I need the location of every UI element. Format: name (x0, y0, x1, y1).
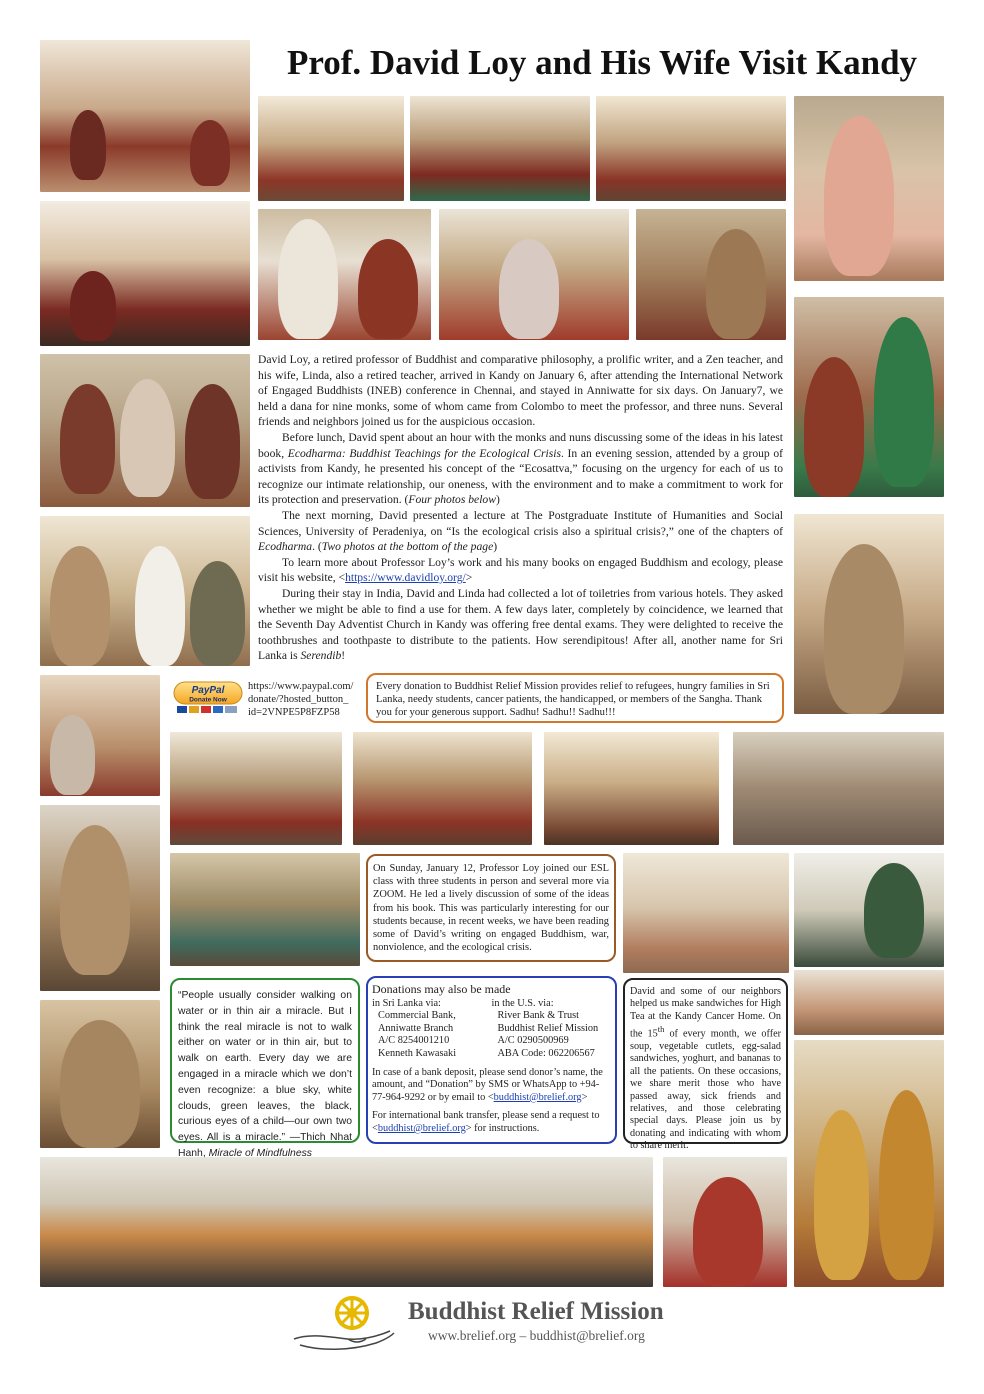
esl-class-box: On Sunday, January 12, Professor Loy joined our ESL class with three students in person and several more via ZOOM. He led a lively discussion of some of the ideas from his book. This was particularly interesting for our students because, in recent weeks, we have been reading some of David’s writing on engaged Buddhism, war, nonviolence, and the ecological crisis. (366, 854, 616, 962)
photo-dining-3 (596, 96, 786, 201)
international-instructions: For international bank transfer, please send a request to <buddhist@brelief.org> for instructions. (372, 1110, 600, 1134)
photo-offering-left (40, 675, 160, 796)
photo-david-offering (439, 209, 629, 340)
email-link[interactable]: buddhist@brelief.org (493, 1091, 582, 1103)
photo-peradeniya-group (40, 1157, 653, 1287)
sri-lanka-bank-details: in Sri Lanka via: Commercial Bank, Anniwatte Branch A/C 8254001210 Kenneth Kawasaki (372, 997, 457, 1059)
quote-box (170, 978, 360, 1159)
svg-text:PayPal: PayPal (191, 685, 225, 696)
photo-dana-hall (40, 40, 250, 192)
photo-sandwich-table (794, 970, 944, 1035)
quote-source: Miracle of Mindfulness (208, 1147, 312, 1159)
quote-text: “People usually consider walking on water or in thin air a miracle. But I think the real miracle is not to walk either on water or in thin air, but to walk on earth. Every day we are engaged in a miracle which we don’t even recognize: a blue sky, white clouds, green leaves, the black, curious eyes of a child—our own two eyes. All is a miracle.” —Thich Nhat Hanh, (178, 990, 352, 1159)
photo-discussion-2 (353, 732, 532, 845)
cancer-home-box: David and some of our neighbors helped us make sandwiches for High Tea at the Kandy Cancer Home. On the 15th of every month, we offer soup, vegetable cutlets, egg-salad sandwiches, yoghurt, and bananas to all the patients. On these occasions, we share merit those who have passed away, sick friends and relatives, and those celebrating special days. Please join us by donating and indicating with whom to share merit. (623, 978, 788, 1144)
photo-sandwiches (623, 853, 789, 973)
org-name: Buddhist Relief Mission (408, 1298, 664, 1325)
photo-discussion-1 (170, 732, 342, 845)
photo-linda-serving (636, 209, 786, 340)
photo-activists-group (733, 732, 944, 845)
paypal-url[interactable]: https://www.paypal.com/ donate/?hosted_button_ id=2VNPE5P8FZP58 (248, 681, 354, 718)
photo-serving-monk (794, 297, 944, 497)
photo-loy-namaste (40, 1000, 160, 1148)
deposit-instructions: In case of a bank deposit, please send donor’s name, the amount, and “Donation” by SMS or WhatsApp to +94-77-964-9292 or by email to <buddhist@brelief.org> (372, 1066, 603, 1103)
email-link[interactable]: buddhist@brelief.org (377, 1122, 466, 1134)
photo-esl-class (170, 853, 360, 966)
paypal-donate-button[interactable] (173, 681, 243, 715)
photo-loy-crafting (40, 805, 160, 991)
photo-nun-portrait (794, 96, 944, 281)
donations-box (366, 976, 617, 1144)
photo-three-nuns (40, 354, 250, 507)
photo-couple-shrine (794, 1040, 944, 1287)
book-title: Ecodharma (258, 540, 313, 554)
org-contact: www.brelief.org – buddhist@brelief.org (428, 1328, 645, 1343)
photo-loy-lecture (663, 1157, 787, 1287)
svg-text:Donate Now: Donate Now (189, 696, 227, 704)
main-article (258, 352, 783, 664)
paypal-logo-icon (173, 681, 243, 715)
dharma-wheel-logo-icon (290, 1293, 402, 1357)
photo-loy-couple (40, 516, 250, 666)
davidloy-website-link[interactable]: https://www.davidloy.org/ (345, 571, 466, 585)
donations-heading: Donations may also be made (372, 982, 511, 996)
article-paragraph: The next morning, David presented a lecture at The Postgraduate Institute of Humanities and Social Sciences, University of Peradeniya, on “Is the ecological crisis also a spiritual crisis?,” one of the chapters of Ecodharma. (Two photos at the bottom of the page) (258, 508, 783, 554)
photo-linda-offering (258, 209, 431, 340)
article-paragraph: During their stay in India, David and Linda had collected a lot of toiletries from various hotels. They asked whether we might be able to find a use for them. A few days later, completely by coincidence, we learned that the Seventh Day Adventist Church in Kandy was offering free dental exams. They were delighted to receive the toothbrushes and toothpaste to distribute to the patients. How serendipitous! After all, another name for Sri Lanka is Serendib! (258, 586, 783, 663)
photo-monks-dining (40, 201, 250, 346)
photo-dining-1 (258, 96, 404, 201)
article-paragraph: David Loy, a retired professor of Buddhist and comparative philosophy, a prolific writer, and a Zen teacher, and his wife, Linda, also a retired teacher, arrived in Kandy on January 6, after attending the International Network of Engaged Buddhists (INEB) conference in Chennai, and stayed in Anniwatte for six days. On January7, we held a dana for nine monks, some of whom came from Colombo to meet the professor, and three nuns. Several friends and neighbors joined us for the auspicious occasion. (258, 353, 783, 429)
photo-dining-2 (410, 96, 590, 201)
us-bank-details: in the U.S. via: River Bank & Trust Buddhist Relief Mission A/C 0290500969 ABA Code: 062206567 (491, 997, 599, 1059)
donation-note-box: Every donation to Buddhist Relief Mission provides relief to refugees, hungry families in Sri Lanka, needy students, cancer patients, the handicapped, or members of the Sangha. Thank you for your generous support. Sadhu! Sadhu!! Sadhu!!! (366, 673, 784, 723)
page-title: Prof. David Loy and His Wife Visit Kandy (286, 43, 918, 82)
article-paragraph: To learn more about Professor Loy’s work and his many books on engaged Buddhism and ecology, please visit his website, <https://www.davidloy.org/> (258, 555, 783, 585)
photo-buddha-statue (794, 853, 944, 967)
photo-discussion-3 (544, 732, 719, 845)
book-title: Ecodharma: Buddhist Teachings for the Ecological Crisis (287, 446, 561, 460)
photo-loy-serving (794, 514, 944, 714)
article-paragraph: Before lunch, David spent about an hour with the monks and nuns discussing some of the ideas in his latest book, Ecodharma: Buddhist Teachings for the Ecological Crisis. In an evening session, attended by a group of activists from Kandy, he presented his concept of the “Ecosattva,” focusing on the urgency for each of us to recognize our intimate relationship, our oneness, with the environment and to make a commitment to work for its protection and preservation. (Four photos below) (258, 430, 784, 507)
